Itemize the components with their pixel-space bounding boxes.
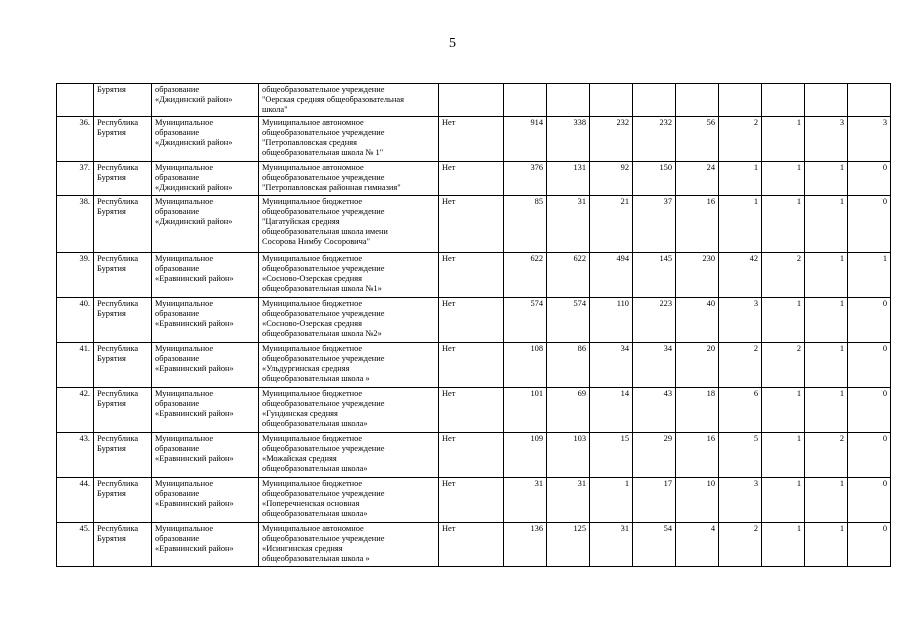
value-cell [504,84,547,117]
value-cell: 0 [848,195,891,252]
table-row [57,161,891,195]
cell-line: общеобразовательная школа» [262,464,368,474]
value-cell: 31 [547,195,590,252]
cell-line: образование [155,353,200,363]
cell-line: Республика [97,162,139,172]
cell-line: школа" [262,105,288,115]
school-name-cell [259,522,439,566]
school-name-cell [259,297,439,342]
value-cell [848,84,891,117]
value-cell: 29 [633,432,676,477]
region-cell [94,252,152,297]
value-cell: 1 [762,387,805,432]
cell-line: образование [155,533,200,543]
value-cell: 43 [633,387,676,432]
cell-line: «Еравнинский район» [155,409,234,419]
value-cell: 1 [762,161,805,195]
flag-cell: Нет [439,195,504,252]
value-cell: 574 [504,297,547,342]
value-cell: 85 [504,195,547,252]
school-name-cell [259,387,439,432]
municipality-cell [152,297,259,342]
value-cell: 2 [719,522,762,566]
cell-line: «Еравнинский район» [155,544,234,554]
value-cell [762,84,805,117]
flag-cell: Нет [439,477,504,522]
cell-line: «Джидинский район» [155,183,233,193]
page-number: 5 [449,36,456,51]
cell-line: Муниципальное [155,523,214,533]
region-cell [94,84,152,117]
cell-line: «Джидинский район» [155,138,233,148]
school-name-cell [259,432,439,477]
cell-line: Муниципальное бюджетное [262,388,363,398]
row-number-cell: 41. [57,342,94,387]
cell-line: Бурятия [97,533,126,543]
value-cell: 3 [805,116,848,161]
flag-cell: Нет [439,252,504,297]
school-name-cell [259,161,439,195]
cell-line: «Джидинский район» [155,217,233,227]
region-cell [94,522,152,566]
value-cell: 31 [590,522,633,566]
value-cell: 2 [762,252,805,297]
value-cell: 125 [547,522,590,566]
value-cell: 136 [504,522,547,566]
value-cell: 1 [590,477,633,522]
cell-line: Бурятия [97,443,126,453]
value-cell: 92 [590,161,633,195]
cell-line: общеобразовательная школа» [262,509,368,519]
value-cell: 101 [504,387,547,432]
value-cell: 15 [590,432,633,477]
value-cell: 1 [762,522,805,566]
cell-line: Муниципальное бюджетное [262,433,363,443]
cell-line: общеобразовательное учреждение [262,263,385,273]
value-cell: 0 [848,522,891,566]
cell-line: образование [155,85,200,94]
value-cell: 1 [805,252,848,297]
cell-line: Бурятия [97,172,126,182]
value-cell: 1 [762,477,805,522]
cell-line: Республика [97,433,139,443]
school-name-cell [259,195,439,252]
municipality-cell [152,432,259,477]
value-cell: 0 [848,161,891,195]
school-name-cell [259,342,439,387]
cell-line: Бурятия [97,308,126,318]
value-cell: 1 [719,161,762,195]
cell-line: Республика [97,196,139,206]
value-cell: 150 [633,161,676,195]
cell-line: Республика [97,343,139,353]
value-cell: 1 [805,387,848,432]
value-cell [719,84,762,117]
cell-line: общеобразовательное учреждение [262,398,385,408]
cell-line: общеобразовательная школа № 1" [262,148,384,158]
flag-cell: Нет [439,297,504,342]
value-cell: 1 [762,195,805,252]
value-cell [547,84,590,117]
municipality-cell [152,161,259,195]
cell-line: «Можайская средняя [262,454,337,464]
school-name-cell [259,252,439,297]
row-number-cell: 37. [57,161,94,195]
value-cell: 37 [633,195,676,252]
value-cell: 3 [719,477,762,522]
value-cell: 494 [590,252,633,297]
table-row [57,297,891,342]
value-cell [633,84,676,117]
cell-line: «Сосново-Озерская средняя [262,319,362,329]
value-cell: 0 [848,342,891,387]
table-row [57,116,891,161]
cell-line: общеобразовательная школа имени [262,227,388,237]
value-cell: 5 [719,432,762,477]
value-cell: 108 [504,342,547,387]
value-cell: 0 [848,297,891,342]
table-row [57,342,891,387]
cell-line: "Оерская средняя общеобразовательная [262,95,404,105]
cell-line: Муниципальное бюджетное [262,196,363,206]
value-cell: 42 [719,252,762,297]
value-cell: 54 [633,522,676,566]
value-cell: 131 [547,161,590,195]
table-row [57,195,891,252]
cell-line: общеобразовательная школа » [262,554,370,564]
cell-line: образование [155,488,200,498]
value-cell: 1 [805,477,848,522]
value-cell: 69 [547,387,590,432]
region-cell [94,477,152,522]
flag-cell: Нет [439,432,504,477]
cell-line: общеобразовательное учреждение [262,127,385,137]
value-cell: 1 [762,432,805,477]
cell-line: общеобразовательная школа» [262,419,368,429]
schools-table [56,83,891,567]
value-cell: 17 [633,477,676,522]
value-cell: 574 [547,297,590,342]
value-cell: 40 [676,297,719,342]
table-row [57,522,891,566]
table-row [57,84,891,117]
flag-cell: Нет [439,161,504,195]
region-cell [94,116,152,161]
value-cell: 232 [590,116,633,161]
cell-line: Республика [97,388,139,398]
cell-line: "Петропавловская районная гимназия" [262,183,401,193]
row-number-cell [57,84,94,117]
value-cell: 110 [590,297,633,342]
table-row [57,432,891,477]
value-cell: 1 [762,297,805,342]
value-cell: 1 [805,522,848,566]
region-cell [94,432,152,477]
municipality-cell [152,522,259,566]
cell-line: Бурятия [97,398,126,408]
cell-line: Муниципальное [155,162,214,172]
municipality-cell [152,477,259,522]
school-name-cell [259,116,439,161]
cell-line: Республика [97,523,139,533]
cell-line: образование [155,398,200,408]
cell-line: общеобразовательное учреждение [262,308,385,318]
value-cell: 338 [547,116,590,161]
value-cell: 31 [504,477,547,522]
value-cell: 0 [848,432,891,477]
school-name-cell [259,84,439,117]
school-name-cell [259,477,439,522]
cell-line: "Цагатуйская средняя [262,217,340,227]
value-cell: 109 [504,432,547,477]
row-number-cell: 39. [57,252,94,297]
table-row [57,387,891,432]
value-cell: 34 [590,342,633,387]
value-cell: 230 [676,252,719,297]
value-cell: 56 [676,116,719,161]
municipality-cell [152,342,259,387]
cell-line: Муниципальное [155,433,214,443]
value-cell: 3 [848,116,891,161]
cell-line: «Поперечненская основная [262,499,360,509]
cell-line: Муниципальное автономное [262,117,364,127]
cell-line: «Ульдургинская средняя [262,364,350,374]
cell-line: общеобразовательное учреждение [262,443,385,453]
value-cell: 4 [676,522,719,566]
cell-line: «Еравнинский район» [155,364,234,374]
cell-line: общеобразовательное учреждение [262,172,385,182]
region-cell [94,297,152,342]
cell-line: «Еравнинский район» [155,319,234,329]
value-cell: 0 [848,477,891,522]
cell-line: Муниципальное [155,388,214,398]
flag-cell: Нет [439,387,504,432]
cell-line: Муниципальное [155,343,214,353]
region-cell [94,161,152,195]
cell-line: общеобразовательное учреждение [262,533,385,543]
value-cell: 914 [504,116,547,161]
cell-line: Муниципальное автономное [262,523,364,533]
cell-line: Республика [97,478,139,488]
row-number-cell: 45. [57,522,94,566]
value-cell: 16 [676,432,719,477]
cell-line: Республика [97,253,139,263]
cell-line: Муниципальное бюджетное [262,298,363,308]
cell-line: Бурятия [97,206,126,216]
region-cell [94,195,152,252]
flag-cell: Нет [439,116,504,161]
value-cell: 1 [762,116,805,161]
value-cell: 31 [547,477,590,522]
municipality-cell [152,195,259,252]
table-row [57,252,891,297]
cell-line: Республика [97,298,139,308]
value-cell [805,84,848,117]
cell-line: образование [155,206,200,216]
cell-line: Муниципальное бюджетное [262,343,363,353]
cell-line: Бурятия [97,353,126,363]
value-cell: 1 [805,297,848,342]
value-cell: 2 [719,116,762,161]
cell-line: общеобразовательное учреждение [262,206,385,216]
row-number-cell: 36. [57,116,94,161]
municipality-cell [152,116,259,161]
cell-line: Муниципальное бюджетное [262,478,363,488]
cell-line: Муниципальное [155,478,214,488]
value-cell: 2 [719,342,762,387]
cell-line: «Гундинская средняя [262,409,338,419]
value-cell: 21 [590,195,633,252]
cell-line: образование [155,443,200,453]
value-cell: 622 [547,252,590,297]
municipality-cell [152,387,259,432]
cell-line: «Сосново-Озерская средняя [262,274,362,284]
cell-line: «Еравнинский район» [155,274,234,284]
value-cell: 0 [848,387,891,432]
value-cell: 6 [719,387,762,432]
flag-cell: Нет [439,522,504,566]
cell-line: «Еравнинский район» [155,454,234,464]
region-cell [94,387,152,432]
value-cell: 20 [676,342,719,387]
row-number-cell: 42. [57,387,94,432]
cell-line: общеобразовательная школа №2» [262,329,382,339]
row-number-cell: 40. [57,297,94,342]
municipality-cell [152,84,259,117]
cell-line: Бурятия [97,488,126,498]
table-body [57,84,891,567]
value-cell: 232 [633,116,676,161]
cell-line: общеобразовательное учреждение [262,85,385,94]
value-cell: 223 [633,297,676,342]
value-cell: 1 [805,195,848,252]
value-cell [676,84,719,117]
cell-line: «Исингинская средняя [262,544,343,554]
cell-line: "Петропавловская средняя [262,138,357,148]
cell-line: Муниципальное [155,253,214,263]
cell-line: общеобразовательное учреждение [262,353,385,363]
value-cell: 1 [719,195,762,252]
value-cell: 145 [633,252,676,297]
value-cell: 1 [805,161,848,195]
value-cell: 376 [504,161,547,195]
cell-line: Муниципальное [155,196,214,206]
value-cell: 86 [547,342,590,387]
value-cell: 622 [504,252,547,297]
flag-cell [439,84,504,117]
cell-line: Муниципальное [155,117,214,127]
row-number-cell: 38. [57,195,94,252]
cell-line: Муниципальное [155,298,214,308]
value-cell: 34 [633,342,676,387]
cell-line: Бурятия [97,127,126,137]
value-cell: 1 [848,252,891,297]
value-cell: 2 [762,342,805,387]
cell-line: Бурятия [97,263,126,273]
value-cell: 24 [676,161,719,195]
value-cell: 2 [805,432,848,477]
value-cell: 103 [547,432,590,477]
value-cell: 14 [590,387,633,432]
table-row [57,477,891,522]
value-cell: 10 [676,477,719,522]
municipality-cell [152,252,259,297]
cell-line: «Еравнинский район» [155,499,234,509]
region-cell [94,342,152,387]
cell-line: образование [155,263,200,273]
cell-line: «Джидинский район» [155,95,233,105]
cell-line: Муниципальное автономное [262,162,364,172]
row-number-cell: 44. [57,477,94,522]
cell-line: образование [155,127,200,137]
value-cell [590,84,633,117]
cell-line: Муниципальное бюджетное [262,253,363,263]
cell-line: общеобразовательное учреждение [262,488,385,498]
cell-line: Бурятия [97,85,126,94]
cell-line: образование [155,172,200,182]
cell-line: образование [155,308,200,318]
cell-line: Республика [97,117,139,127]
cell-line: Сосорова Нимбу Сосоровича" [262,237,371,247]
row-number-cell: 43. [57,432,94,477]
cell-line: общеобразовательная школа №1» [262,284,382,294]
value-cell: 16 [676,195,719,252]
value-cell: 1 [805,342,848,387]
value-cell: 18 [676,387,719,432]
value-cell: 3 [719,297,762,342]
cell-line: общеобразовательная школа » [262,374,370,384]
flag-cell: Нет [439,342,504,387]
